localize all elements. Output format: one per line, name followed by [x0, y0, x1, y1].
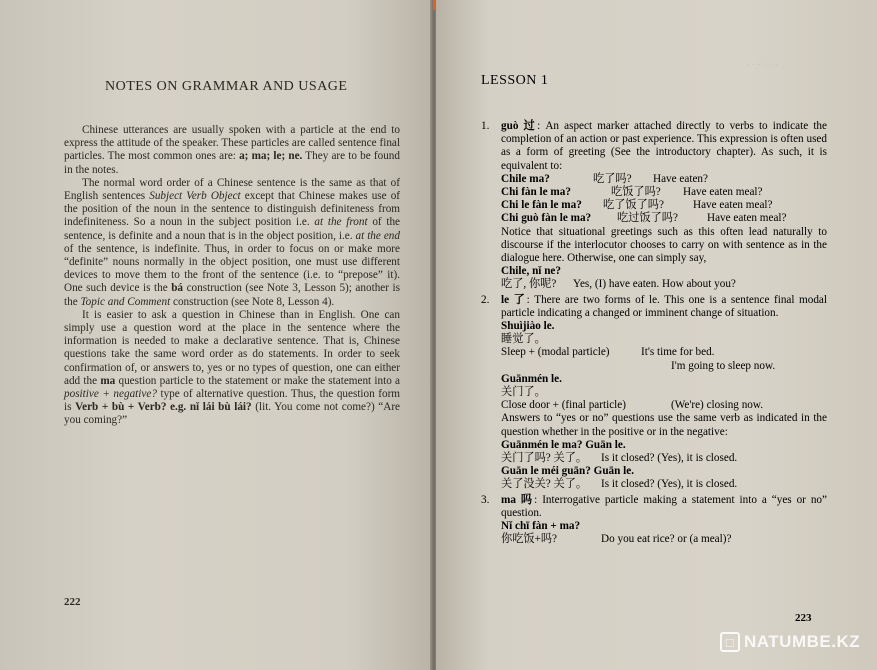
example-hanzi: 吃了, 你呢? [501, 278, 557, 291]
example-english: Is it closed? (Yes), it is closed. [601, 452, 738, 465]
paragraph-particles [64, 124, 400, 177]
example-row [501, 399, 827, 412]
example-pinyin: Shuìjiào le. [501, 320, 555, 333]
example-row [501, 173, 827, 186]
paragraph-questions [64, 309, 400, 428]
front-term: at the front [314, 216, 368, 229]
topic-comment-term: Topic and Comment [80, 295, 171, 308]
note-text: : An aspect marker attached directly to verbs to indicate the completion of an action or past experience. This expression is often used as a form of greeting (See the introductory chapter). As such, it is equivalent to: [501, 120, 827, 172]
paragraph-word-order [64, 177, 400, 309]
example-hanzi: 关门了。 [501, 386, 546, 399]
example-hanzi: 吃了饭了吗? [603, 199, 664, 212]
example-english: Have eaten meal? [683, 186, 763, 199]
example-hanzi: 你吃饭+吗? [501, 533, 558, 546]
example-gloss: Close door + (final particle) [501, 399, 626, 412]
example-row [501, 346, 827, 359]
text-run: The normal word order of a Chinese sentence is the same as that of English sentences [64, 176, 400, 203]
note-3 [481, 494, 827, 547]
example-hanzi: 关门了吗? 关了。 [501, 452, 588, 465]
example-pinyin: Guān le méi guān? Guān le. [501, 465, 635, 478]
example-pinyin: Chile, nǐ ne? [501, 265, 561, 278]
ma-term: ma [100, 374, 116, 387]
example-hanzi: 吃了吗? [593, 172, 632, 185]
watermark-text: NATUMBE.KZ [744, 632, 861, 651]
example-row [501, 452, 827, 465]
example-pinyin: Chi le fàn le ma? [501, 199, 582, 212]
note-2 [481, 294, 827, 492]
example-english: I'm going to sleep now. [671, 359, 776, 372]
example-pinyin: Nǐ chī fàn + ma? [501, 520, 581, 533]
example-pinyin: Guānmén le ma? Guān le. [501, 438, 626, 451]
example-english: Is it closed? (Yes), it is closed. [601, 478, 738, 491]
example-row [501, 278, 827, 291]
text-run: (lit. You come not come?) “Are you coming?” [64, 401, 401, 427]
text-run: type of alternative question. Thus, the question form is [64, 388, 401, 414]
example-pinyin: Chi guò fàn le ma? [501, 212, 592, 225]
text-run: except that Chinese makes use of the position of the noun in the sentence to distinguish definiteness from indefiniteness. So a noun in the subject position i.e. [64, 190, 401, 229]
text-run: construction (see Note 8, Lesson 4). [172, 295, 335, 308]
example-pinyin: Chile ma? [501, 172, 550, 185]
example-english: (We're) closing now. [671, 399, 764, 412]
example-row [501, 212, 827, 225]
text-run: of the sentence, is indefinite. Thus, in order to focus on or make more “definite” nouns normally in the object position, one must use different devices to move them to the front of the sentence (i.e. to “prepose” it). One such device is the [64, 242, 400, 295]
example-hanzi: 吃过饭了吗? [617, 212, 678, 225]
page-number-left: 222 [64, 596, 81, 608]
note-text: Notice that situational greetings such as this often lead naturally to discourse if the interlocutor chooses to carry on with sentence as in the dialogue here. Otherwise, one can simply say, [501, 225, 827, 265]
bleed-through-text: · · · · · · [746, 60, 779, 71]
example-gloss: Sleep + (modal particle) [501, 346, 610, 359]
text-run: construction (see Note 3, Lesson 5); another is the [64, 282, 400, 308]
positive-negative-term: positive + negative? [64, 388, 157, 401]
example-row [501, 186, 827, 199]
example-hanzi: 睡觉了。 [501, 333, 546, 346]
end-term: at the end [355, 229, 400, 242]
example-row [501, 199, 827, 212]
note-heading: ma 吗 [501, 493, 535, 506]
lesson-title: LESSON 1 [481, 73, 549, 88]
page-title: NOTES ON GRAMMAR AND USAGE [105, 79, 348, 94]
note-number: 1. [481, 120, 490, 132]
note-1 [481, 120, 827, 292]
watermark-logo-icon: □ [720, 632, 740, 652]
ba-term: bá [171, 282, 184, 295]
example-pinyin: Guānmén le. [501, 372, 562, 385]
example-pinyin: Chi fàn le ma? [501, 186, 571, 199]
example-row [501, 360, 827, 373]
example-english: Have eaten? [653, 172, 708, 185]
text-run: It is easier to ask a question in Chinese than in English. One can simply use a question word at the place in the sentence where the information is needed to make a declarative sentence. That is, Chinese questions take the same word order as do statements. In order to seek confirmation of, or answers to, yes or no types of question, one can either add the [64, 308, 400, 387]
note-text: : Interrogative particle making a statement into a “yes or no” question. [501, 493, 827, 519]
svo-term: Subject Verb Object [149, 190, 241, 203]
note-number: 2. [481, 293, 490, 306]
left-body-text [64, 124, 400, 428]
text-run: They are to be found in the notes. [64, 150, 400, 176]
example-english: It's time for bed. [641, 346, 715, 359]
note-text: Answers to “yes or no” questions use the same verb as indicated in the question whether in the positive or in the negative: [501, 412, 827, 438]
example-english: Have eaten meal? [693, 199, 773, 212]
watermark [720, 632, 860, 652]
example-hanzi: 吃饭了吗? [611, 186, 661, 199]
page-number-right: 223 [795, 612, 812, 624]
example-row [501, 533, 827, 546]
example-english: Do you eat rice? or (a meal)? [601, 533, 732, 546]
text-run: Chinese utterances are usually spoken with a particle at the end to express the attitude of the speaker. These particles are called sentence final particles. The most common ones are: [64, 124, 400, 163]
example-english: Yes, (I) have eaten. How about you? [573, 278, 736, 291]
note-heading: guò 过 [501, 120, 538, 132]
text-run: question particle to the statement or make the statement into a [118, 374, 401, 387]
note-number: 3. [481, 493, 490, 506]
particle-list: a; ma; le; ne. [239, 150, 303, 163]
example-row [501, 478, 827, 491]
example-english: Have eaten meal? [707, 212, 787, 225]
note-heading: le 了 [501, 293, 527, 306]
example-hanzi: 关了没关? 关了。 [501, 478, 588, 491]
note-text: : There are two forms of le. This one is a sentence final modal particle indicating a changed or imminent change of situation. [501, 293, 828, 319]
right-body-text [481, 120, 827, 547]
question-form: Verb + bù + Verb? e.g. nǐ lái bù lái? [75, 401, 252, 414]
text-run: of the sentence, is definite and a noun that is in the object position, i.e. [64, 216, 401, 242]
left-page [0, 0, 432, 670]
